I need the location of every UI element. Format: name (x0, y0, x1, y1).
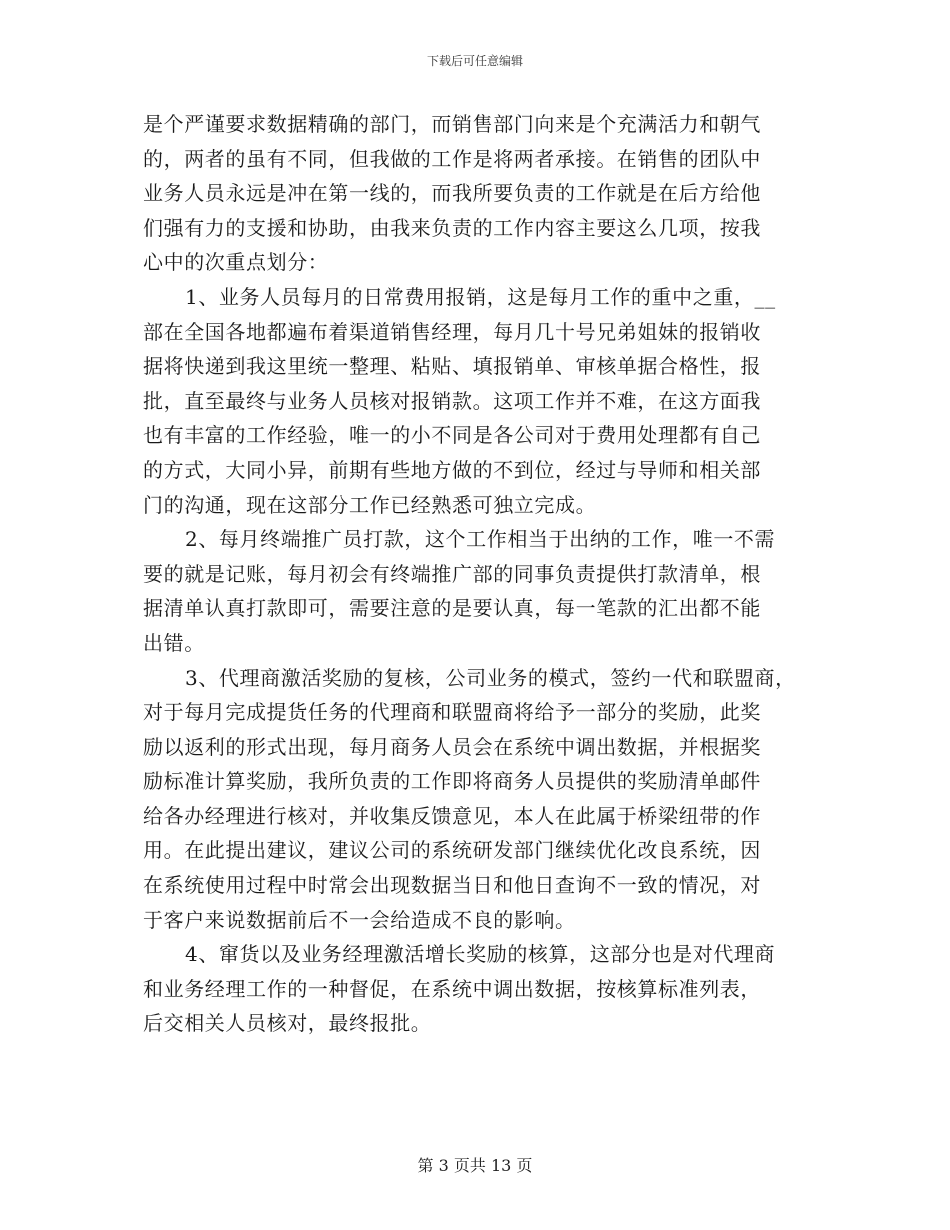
paragraph-line: 据将快递到我这里统一整理、粘贴、填报销单、审核单据合格性，报 (143, 354, 761, 379)
paragraph-line: 门的沟通，现在这部分工作已经熟悉可独立完成。 (143, 492, 597, 517)
paragraph-line: 于客户来说数据前后不一会给造成不良的影响。 (143, 907, 576, 932)
paragraph-line: 要的就是记账，每月初会有终端推广部的同事负责提供打款清单，根 (143, 561, 761, 586)
paragraph-line: 是个严谨要求数据精确的部门，而销售部门向来是个充满活力和朝气 (143, 112, 761, 136)
paragraph-line: 部在全国各地都遍布着渠道销售经理，每月几十号兄弟姐妹的报销收 (143, 319, 761, 344)
paragraph-line: 们强有力的支援和协助，由我来负责的工作内容主要这么几项，按我 (143, 215, 761, 240)
paragraph-line: 励以返利的形式出现，每月商务人员会在系统中调出数据，并根据奖 (143, 734, 761, 759)
paragraph-line: 批，直至最终与业务人员核对报销款。这项工作并不难，在这方面我 (143, 388, 761, 413)
document-body (143, 107, 823, 1041)
paragraph-line: 励标准计算奖励，我所负责的工作即将商务人员提供的奖励清单邮件 (143, 769, 761, 794)
page-footer: 第 3 页共 13 页 (417, 1156, 533, 1175)
paragraph-line-item-3: 3、代理商激活奖励的复核，公司业务的模式，签约一代和联盟商， (185, 665, 796, 690)
paragraph-line: 出错。 (143, 630, 205, 655)
paragraph-line-item-2: 2、每月终端推广员打款，这个工作相当于出纳的工作，唯一不需 (185, 527, 776, 552)
page-header: 下载后可任意编辑 (426, 54, 523, 68)
paragraph-line: 和业务经理工作的一种督促，在系统中调出数据，按核算标准列表， (143, 976, 761, 1001)
paragraph-line: 也有丰富的工作经验，唯一的小不同是各公司对于费用处理都有自己 (143, 423, 761, 448)
paragraph-line-item-1: 1、业务人员每月的日常费用报销，这是每月工作的重中之重，__ (185, 284, 776, 309)
paragraph-line-item-4: 4、窜货以及业务经理激活增长奖励的核算，这部分也是对代理商 (185, 942, 776, 967)
paragraph-line: 用。在此提出建议，建议公司的系统研发部门继续优化改良系统，因 (143, 838, 761, 863)
paragraph-line: 后交相关人员核对，最终报批。 (143, 1011, 432, 1036)
paragraph-line: 对于每月完成提货任务的代理商和联盟商将给予一部分的奖励，此奖 (143, 700, 761, 725)
paragraph-line: 的，两者的虽有不同，但我做的工作是将两者承接。在销售的团队中 (143, 146, 761, 171)
paragraph-line: 的方式，大同小异，前期有些地方做的不到位，经过与导师和相关部 (143, 457, 761, 482)
paragraph-line: 业务人员永远是冲在第一线的，而我所要负责的工作就是在后方给他 (143, 181, 761, 206)
paragraph-line: 在系统使用过程中时常会出现数据当日和他日查询不一致的情况，对 (143, 873, 761, 898)
paragraph-line: 心中的次重点划分： (143, 250, 329, 275)
paragraph-line: 给各办经理进行核对，并收集反馈意见，本人在此属于桥梁纽带的作 (143, 803, 761, 828)
paragraph-line: 据清单认真打款即可，需要注意的是要认真，每一笔款的汇出都不能 (143, 596, 761, 621)
